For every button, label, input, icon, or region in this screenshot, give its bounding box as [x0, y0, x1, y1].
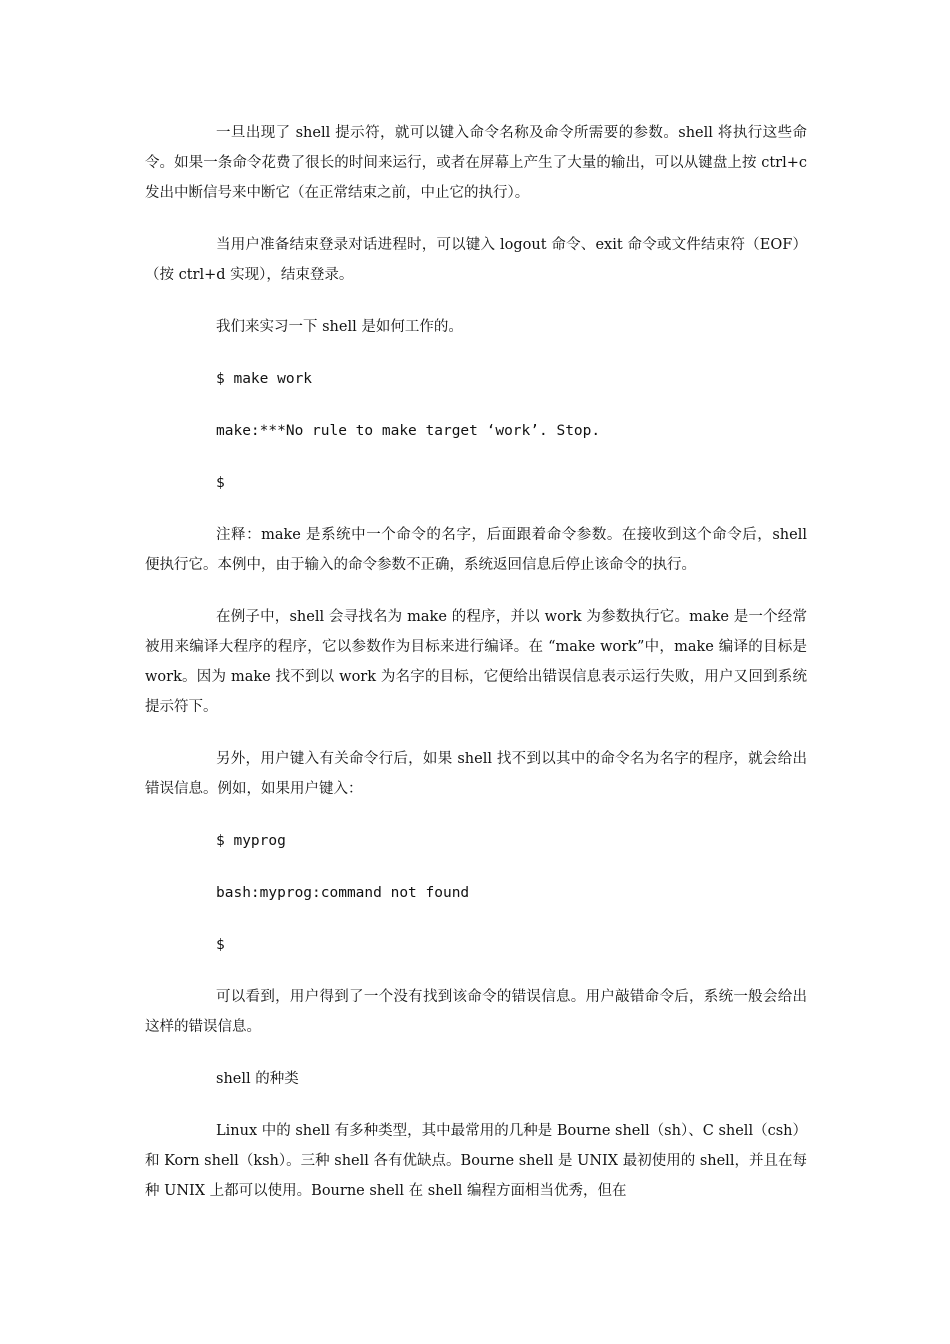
paragraph-error-info: 可以看到，用户得到了一个没有找到该命令的错误信息。用户敲错命令后，系统一般会给出这样的错误信息。	[145, 989, 807, 1035]
code-line-myprog: $ myprog	[216, 833, 286, 849]
code-line-make-error: make:***No rule to make target ‘work’. Stop.	[216, 423, 601, 439]
paragraph-shell-types: Linux 中的 shell 有多种类型，其中最常用的几种是 Bourne shell（sh）、C shell（csh）和 Korn shell（ksh）。三种 shell 各有优缺点。Bourne shell 是 UNIX 最初使用的 shell，并且在每种 UNIX 上都可以使用。Bourne shell 在 shell 编程方面相当优秀，但在	[145, 1123, 807, 1199]
code-line-prompt: $	[216, 475, 225, 491]
code-line-bash-error: bash:myprog:command not found	[216, 885, 470, 901]
section-heading-shell-types: shell 的种类	[216, 1071, 299, 1087]
paragraph-practice: 我们来实习一下 shell 是如何工作的。	[216, 319, 463, 335]
code-line-make-work: $ make work	[216, 371, 313, 387]
code-line-prompt-2: $	[216, 937, 225, 953]
paragraph-shell-prompt: 一旦出现了 shell 提示符，就可以键入命令名称及命令所需要的参数。shell 将执行这些命令。如果一条命令花费了很长的时间来运行，或者在屏幕上产生了大量的输出，可以从键盘上按 ctrl+c 发出中断信号来中断它（在正常结束之前，中止它的执行）。	[145, 125, 807, 201]
paragraph-note: 注释：make 是系统中一个命令的名字，后面跟着命令参数。在接收到这个命令后，shell 便执行它。本例中，由于输入的命令参数不正确，系统返回信息后停止该命令的执行。	[145, 527, 807, 573]
paragraph-not-found: 另外，用户键入有关命令行后，如果 shell 找不到以其中的命令名为名字的程序，就会给出错误信息。例如，如果用户键入：	[145, 751, 807, 797]
document-page	[145, 118, 807, 1228]
paragraph-example: 在例子中，shell 会寻找名为 make 的程序，并以 work 为参数执行它。make 是一个经常被用来编译大程序的程序，它以参数作为目标来进行编译。在 “make work”中，make 编译的目标是 work。因为 make 找不到以 work 为名字的目标，它便给出错误信息表示运行失败，用户又回到系统提示符下。	[145, 609, 807, 715]
paragraph-logout: 当用户准备结束登录对话进程时，可以键入 logout 命令、exit 命令或文件结束符（EOF）（按 ctrl+d 实现），结束登录。	[145, 237, 807, 283]
